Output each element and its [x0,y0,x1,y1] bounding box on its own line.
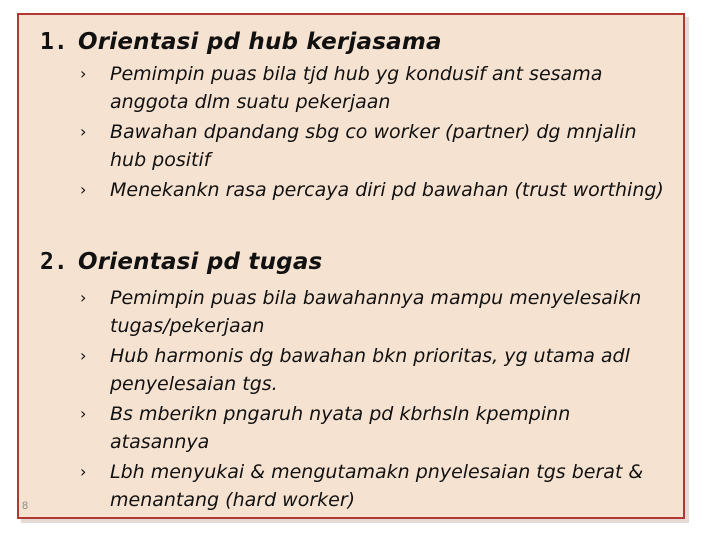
section-1-title: Orientasi pd hub kerjasama [78,29,442,55]
section-2-bullet-3 [80,400,670,456]
section-2-heading [40,248,322,276]
section-1-bullet-3 [80,176,670,204]
bullet-marker: › [80,122,87,141]
page-number: 8 [22,500,29,512]
section-1-bullet-1 [80,60,670,116]
bullet-text: Lbh menyukai & mengutamakn pnyelesaian tgs berat & menantang (hard worker) [110,461,644,511]
bullet-text: Hub harmonis dg bawahan bkn prioritas, yg utama adl penyelesaian tgs. [110,345,630,395]
bullet-text: Menekankn rasa percaya diri pd bawahan (trust worthing) [110,179,664,201]
section-2-bullet-4 [80,458,670,514]
section-2-title: Orientasi pd tugas [78,249,323,275]
bullet-marker: › [80,180,87,199]
section-1-number: 1. [40,29,68,55]
bullet-marker: › [80,462,87,481]
section-2-bullet-2 [80,342,670,398]
bullet-marker: › [80,288,87,307]
section-1-bullet-2 [80,118,670,174]
bullet-text: Pemimpin puas bila bawahannya mampu menyelesaikn tugas/pekerjaan [110,287,642,337]
bullet-text: Pemimpin puas bila tjd hub yg kondusif ant sesama anggota dlm suatu pekerjaan [110,63,603,113]
bullet-marker: › [80,346,87,365]
bullet-marker: › [80,404,87,423]
section-2-number: 2. [40,249,68,275]
section-1-heading [40,28,442,56]
bullet-marker: › [80,64,87,83]
bullet-text: Bs mberikn pngaruh nyata pd kbrhsln kpempinn atasannya [110,403,571,453]
section-2-bullet-1 [80,284,670,340]
bullet-text: Bawahan dpandang sbg co worker (partner) dg mnjalin hub positif [110,121,637,171]
